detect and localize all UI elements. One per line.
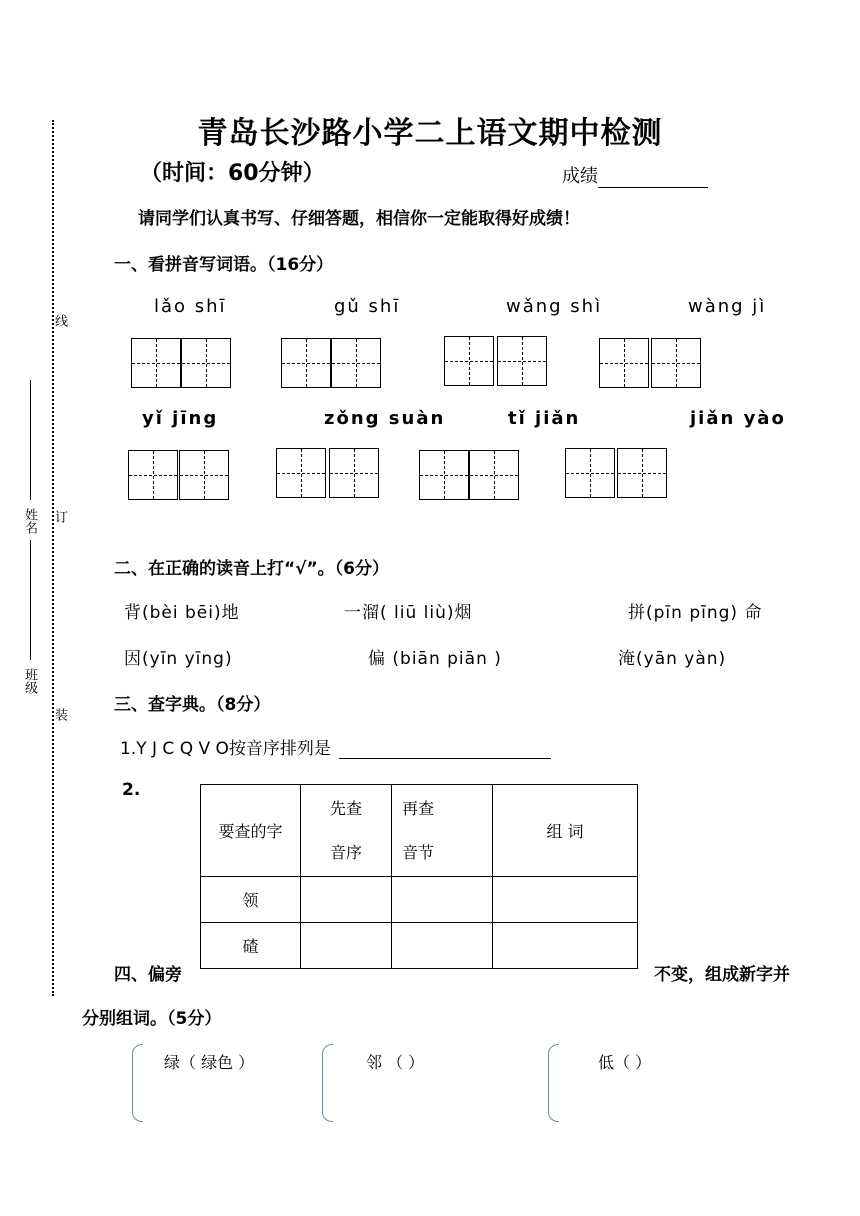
header-syllable	[392, 785, 493, 877]
header-syllable-line1: 再查	[402, 798, 435, 818]
header-index-line1: 先查	[329, 798, 362, 818]
writing-box[interactable]	[329, 448, 379, 498]
writing-box[interactable]	[128, 450, 178, 500]
order-question-text: 1.Y J C Q V O按音序排列是	[120, 739, 331, 759]
score-blank[interactable]	[598, 169, 708, 188]
reading-item[interactable]: 淹(yān yàn)	[618, 649, 727, 669]
order-question	[120, 734, 551, 759]
pinyin-3: wǎng shì	[506, 296, 603, 317]
answer-cell[interactable]	[301, 877, 392, 923]
writing-box[interactable]	[181, 338, 231, 388]
class-label: 班级	[22, 668, 37, 694]
header-index	[301, 785, 392, 877]
writing-box[interactable]	[617, 448, 667, 498]
margin-label-line: 线	[52, 314, 67, 327]
writing-box[interactable]	[651, 338, 701, 388]
order-answer-blank[interactable]	[339, 740, 551, 759]
pinyin-2: gǔ shī	[334, 296, 401, 317]
time-limit: （时间：60分钟）	[140, 161, 325, 186]
radical-item[interactable]: 邻 （ ）	[366, 1053, 425, 1072]
writing-box[interactable]	[276, 448, 326, 498]
answer-cell[interactable]	[392, 877, 493, 923]
writing-box[interactable]	[497, 336, 547, 386]
section4-heading-end: 不变，组成新字并	[654, 965, 790, 985]
header-char: 要查的字	[201, 785, 301, 877]
margin-label-install: 装	[52, 708, 67, 721]
section2-heading: 二、在正确的读音上打“√”。（6分）	[114, 559, 390, 579]
answer-cell[interactable]	[493, 923, 638, 969]
reading-item[interactable]: 拼(pīn pīng) 命	[628, 603, 763, 623]
table-row	[201, 923, 638, 969]
page-title: 青岛长沙路小学二上语文期中检测	[197, 116, 663, 151]
writing-box[interactable]	[599, 338, 649, 388]
intro-text: 请同学们认真书写、仔细答题，相信你一定能取得好成绩！	[138, 209, 580, 229]
answer-cell[interactable]	[392, 923, 493, 969]
score-label: 成绩	[562, 166, 598, 187]
question-2-label: 2.	[122, 780, 141, 800]
table-row	[201, 877, 638, 923]
class-field-line[interactable]	[30, 540, 31, 660]
header-index-line2: 音序	[329, 842, 362, 862]
binding-dotted-line	[52, 120, 54, 996]
pinyin-4: wàng jì	[688, 296, 767, 317]
writing-box[interactable]	[131, 338, 181, 388]
pinyin-7: tǐ jiǎn	[508, 408, 581, 429]
section3-heading: 三、查字典。（8分）	[114, 695, 271, 715]
writing-box[interactable]	[281, 338, 331, 388]
pinyin-5: yǐ jīng	[142, 408, 219, 429]
pinyin-8: jiǎn yào	[690, 408, 786, 429]
name-field-line[interactable]	[30, 380, 31, 500]
reading-item[interactable]: 偏 (biān piān )	[368, 649, 502, 669]
name-label: 姓名	[22, 508, 37, 534]
reading-item[interactable]: 背(bèi bēi)地	[124, 603, 240, 623]
writing-box[interactable]	[331, 338, 381, 388]
reading-item[interactable]: 一溜( liū liù)烟	[344, 603, 473, 623]
reading-item[interactable]: 因(yīn yīng)	[124, 649, 233, 669]
writing-box[interactable]	[179, 450, 229, 500]
answer-cell[interactable]	[493, 877, 638, 923]
margin-label-bind: 订	[52, 510, 67, 523]
pinyin-6: zǒng suàn	[324, 408, 446, 429]
dictionary-table	[200, 784, 638, 969]
header-syllable-line2: 音节	[402, 842, 435, 862]
left-bracket-icon	[322, 1044, 333, 1122]
writing-box[interactable]	[469, 450, 519, 500]
header-word: 组 词	[493, 785, 638, 877]
answer-cell[interactable]	[301, 923, 392, 969]
section4-heading-cont: 分别组词。（5分）	[82, 1009, 222, 1029]
left-bracket-icon	[548, 1044, 559, 1122]
writing-box[interactable]	[419, 450, 469, 500]
writing-box[interactable]	[565, 448, 615, 498]
row-char: 碴	[201, 923, 301, 969]
score-field	[562, 162, 708, 188]
left-bracket-icon	[132, 1044, 143, 1122]
writing-box[interactable]	[444, 336, 494, 386]
radical-item[interactable]: 低（ ）	[598, 1053, 652, 1072]
section4-heading-start: 四、偏旁	[114, 965, 182, 985]
pinyin-1: lǎo shī	[154, 296, 227, 317]
row-char: 领	[201, 877, 301, 923]
section1-heading: 一、看拼音写词语。（16分）	[114, 255, 334, 275]
radical-item[interactable]: 绿（ 绿色 ）	[164, 1053, 255, 1072]
